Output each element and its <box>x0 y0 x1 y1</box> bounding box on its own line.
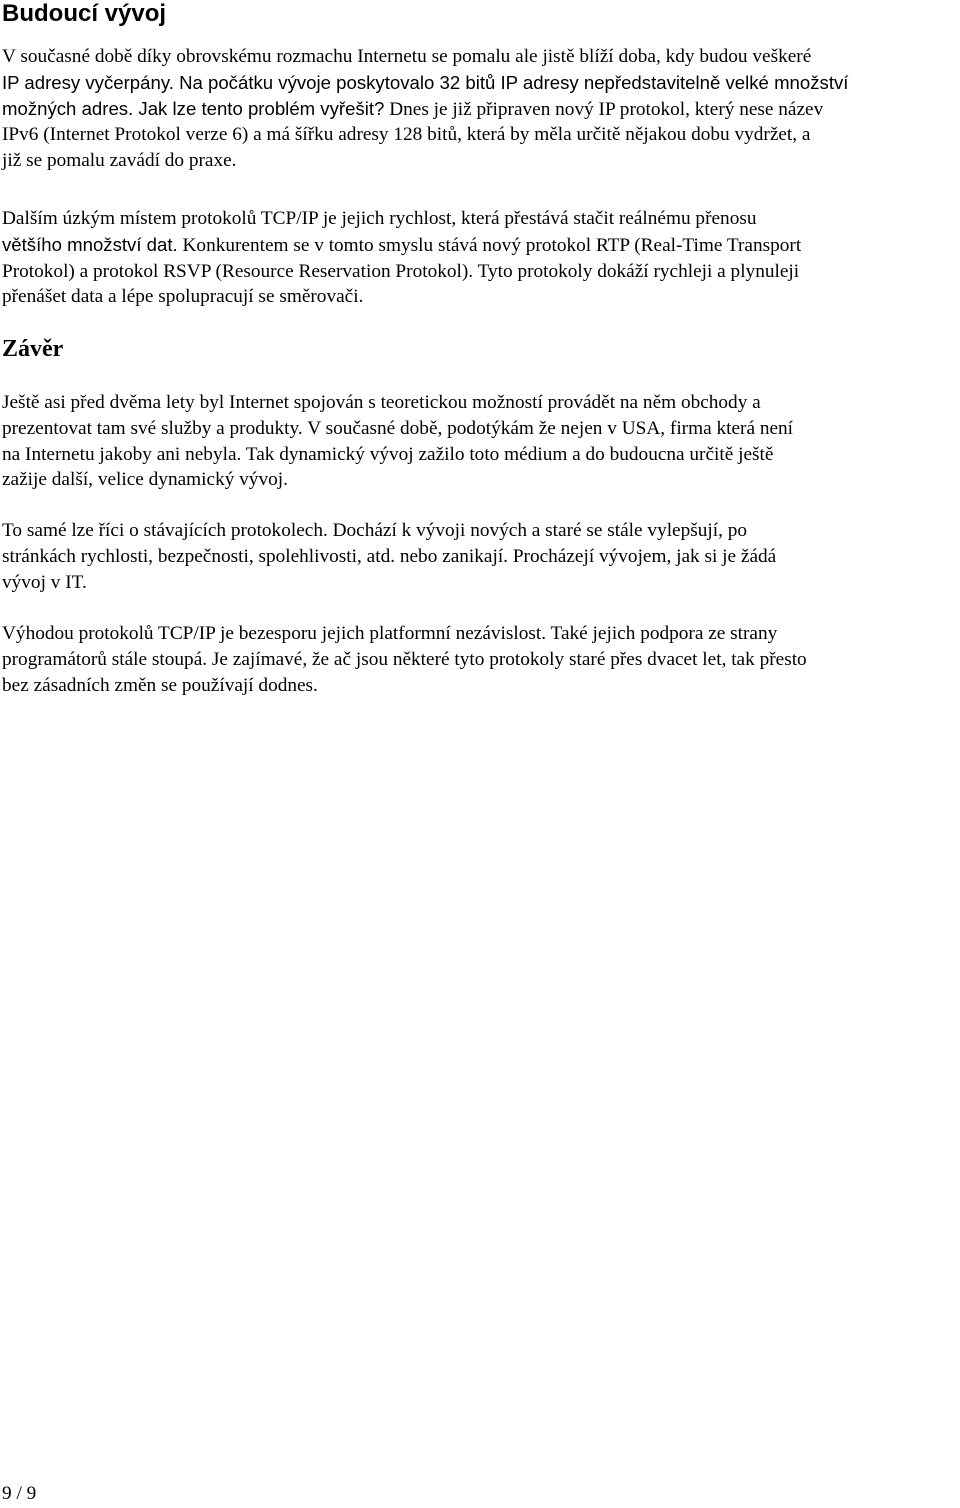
text-fragment: většího množství dat. <box>2 233 178 255</box>
paragraph-tcpip-advantage <box>2 621 960 698</box>
section-heading-zaver: Závěr <box>2 336 64 362</box>
text-line: na Internetu jakoby ani nebyla. Tak dynamický vývoj zažilo toto médium a do budoucna určitě ještě <box>2 443 774 465</box>
paragraph-tcpip-speed <box>2 206 960 310</box>
text-line: Výhodou protokolů TCP/IP je bezesporu jejich platformní nezávislost. Také jejich podpora ze strany <box>2 623 778 644</box>
text-line: IP adresy vyčerpány. Na počátku vývoje poskytovalo 32 bitů IP adresy nepředstavitelně velké množství <box>2 71 849 93</box>
section-heading-budouci-vyvoj: Budoucí vývoj <box>2 0 167 27</box>
text-fragment: Dnes je již připraven nový IP protokol, který nese název <box>384 98 824 120</box>
text-line <box>2 96 960 123</box>
paragraph-future-ipv6 <box>2 44 960 174</box>
text-line: prezentovat tam své služby a produkty. V současné době, podotýkám že nejen v USA, firma která není <box>2 417 794 439</box>
paragraph-protocols-evolution <box>2 518 960 595</box>
text-line: stránkách rychlosti, bezpečnosti, spolehlivosti, atd. nebo zanikají. Procházejí vývojem, jak si je žádá <box>2 545 777 567</box>
text-fragment: možných adres. Jak lze tento problém vyřešit? <box>2 97 385 119</box>
text-line: Dalším úzkým místem protokolů TCP/IP je jejich rychlost, která přestává stačit reálnému přenosu <box>2 208 757 229</box>
text-line: Ještě asi před dvěma lety byl Internet spojován s teoretickou možností provádět na něm obchody a <box>2 392 761 413</box>
text-line: bez zásadních změn se používají dodnes. <box>2 674 318 696</box>
paragraph-internet-business <box>2 390 960 493</box>
text-line: již se pomalu zavádí do praxe. <box>2 150 237 172</box>
text-line: přenášet data a lépe spolupracují se směrovači. <box>2 286 364 308</box>
text-line: To samé lze říci o stávajících protokolech. Dochází k vývoji nových a staré se stále vylepšují, po <box>2 520 748 541</box>
text-line: Protokol) a protokol RSVP (Resource Reservation Protokol). Tyto protokoly dokáží rychleji a plynuleji <box>2 260 800 282</box>
page-number: 9 / 9 <box>2 1483 37 1504</box>
text-fragment: Konkurentem se v tomto smyslu stává nový protokol RTP (Real-Time Transport <box>177 234 802 256</box>
text-line: vývoj v IT. <box>2 571 87 593</box>
text-line: programátorů stále stoupá. Je zajímavé, že ač jsou některé tyto protokoly staré přes dvacet let, tak přesto <box>2 648 807 670</box>
text-line: IPv6 (Internet Protokol verze 6) a má šířku adresy 128 bitů, která by měla určitě nějakou dobu vydržet, a <box>2 124 811 146</box>
text-line: zažije další, velice dynamický vývoj. <box>2 469 288 491</box>
text-line: V současné době díky obrovskému rozmachu Internetu se pomalu ale jistě blíží doba, kdy budou veškeré <box>2 46 812 67</box>
text-line <box>2 232 960 259</box>
